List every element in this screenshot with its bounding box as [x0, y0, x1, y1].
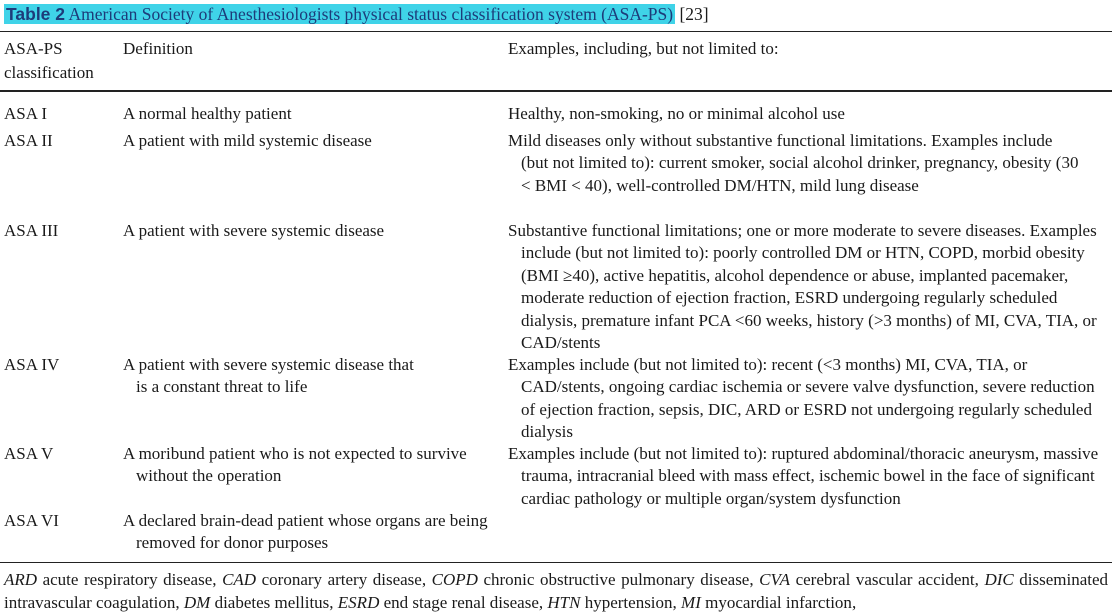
footnote-def: myocardial infarction [705, 592, 852, 612]
row-classification: ASA III [4, 221, 59, 240]
header-classification-line2: classification [4, 63, 94, 82]
footnote-abbr: CAD [222, 570, 257, 589]
header-rule [0, 90, 1112, 92]
row-examples: Examples include (but not limited to): recent (<3 months) MI, CVA, TIA, or CAD/stents, ongoing cardiac ischemia or severe valve dysfunction, severe reduction of ejection fraction, sepsis, DIC, ARD or ESRD not undergoing regularly scheduled dialysis [508, 355, 1095, 442]
row-definition: A patient with severe systemic disease that is a constant threat to life [123, 355, 414, 397]
table-footnote: ARD acute respiratory disease, CAD coronary artery disease, COPD chronic obstructive pulmonary disease, CVA cerebral vascular accident, DIC disseminated intravascular coagulation, DM diabetes mellitus, ESRD end stage renal disease, HTN hypertension, MI myocardial infarction, [4, 570, 1109, 612]
header-classification-line1: ASA-PS [4, 39, 63, 58]
header-classification [4, 37, 94, 85]
table-caption [4, 2, 709, 26]
row-examples: Substantive functional limitations; one or more moderate to severe diseases. Examples include (but not limited to): poorly controlled DM or HTN, COPD, morbid obesity (BMI ≥40), active hepatitis, alcohol dependence or abuse, implanted pacemaker, moderate reduction of ejection fraction, ESRD undergoing regularly scheduled dialysis, premature infant PCA <60 weeks, history (>3 months) of MI, CVA, TIA, or CAD/stents [508, 221, 1097, 353]
table-reference: [23] [679, 4, 709, 24]
row-classification: ASA II [4, 131, 53, 150]
row-classification: ASA VI [4, 511, 59, 530]
row-definition: A patient with severe systemic disease [123, 221, 385, 240]
footnote-abbr: ESRD [337, 592, 380, 612]
row-classification: ASA V [4, 444, 54, 463]
footnote-abbr: MI [681, 592, 701, 612]
footnote-abbr: HTN [547, 592, 581, 612]
footnote-def: acute respiratory disease [42, 570, 213, 589]
footnote-abbr: DM [183, 592, 211, 612]
row-classification: ASA I [4, 104, 47, 123]
top-rule [0, 31, 1112, 32]
row-definition: A declared brain-dead patient whose organs are being removed for donor purposes [123, 511, 488, 553]
footnote-abbr: COPD [431, 570, 478, 589]
footnote-abbr: DIC [984, 570, 1014, 589]
table-label: Table 2 [6, 4, 66, 24]
bottom-rule [0, 562, 1112, 563]
footnote-abbr: ARD [4, 570, 38, 589]
footnote-def: coronary artery disease [261, 570, 422, 589]
footnote-abbr: CVA [759, 570, 791, 589]
table-title: American Society of Anesthesiologists physical status classification system (ASA-PS) [68, 4, 674, 24]
row-definition: A moribund patient who is not expected to survive without the operation [123, 444, 467, 486]
row-definition: A patient with mild systemic disease [123, 131, 372, 150]
footnote-def: hypertension [584, 592, 673, 612]
footnote-def: cerebral vascular accident [795, 570, 975, 589]
caption-highlight [4, 4, 675, 24]
header-examples: Examples, including, but not limited to: [508, 39, 779, 58]
row-classification: ASA IV [4, 355, 60, 374]
header-definition: Definition [123, 39, 193, 58]
row-definition: A normal healthy patient [123, 104, 292, 123]
row-examples: Mild diseases only without substantive functional limitations. Examples include (but not limited to): current smoker, social alcohol drinker, pregnancy, obesity (30 < BMI < 40), well-controlled DM/HTN, mild lung disease [508, 131, 1079, 195]
row-examples: Examples include (but not limited to): ruptured abdominal/thoracic aneurysm, massive trauma, intracranial bleed with mass effect, ischemic bowel in the face of significant cardiac pathology or multiple organ/system dysfunction [508, 444, 1099, 508]
footnote-def: diabetes mellitus [214, 592, 330, 612]
row-examples: Healthy, non-smoking, no or minimal alcohol use [508, 104, 845, 123]
footnote-def: disseminated intravascular coagulation [4, 570, 1109, 612]
footnote-def: chronic obstructive pulmonary disease [483, 570, 750, 589]
footnote-def: end stage renal disease [383, 592, 539, 612]
